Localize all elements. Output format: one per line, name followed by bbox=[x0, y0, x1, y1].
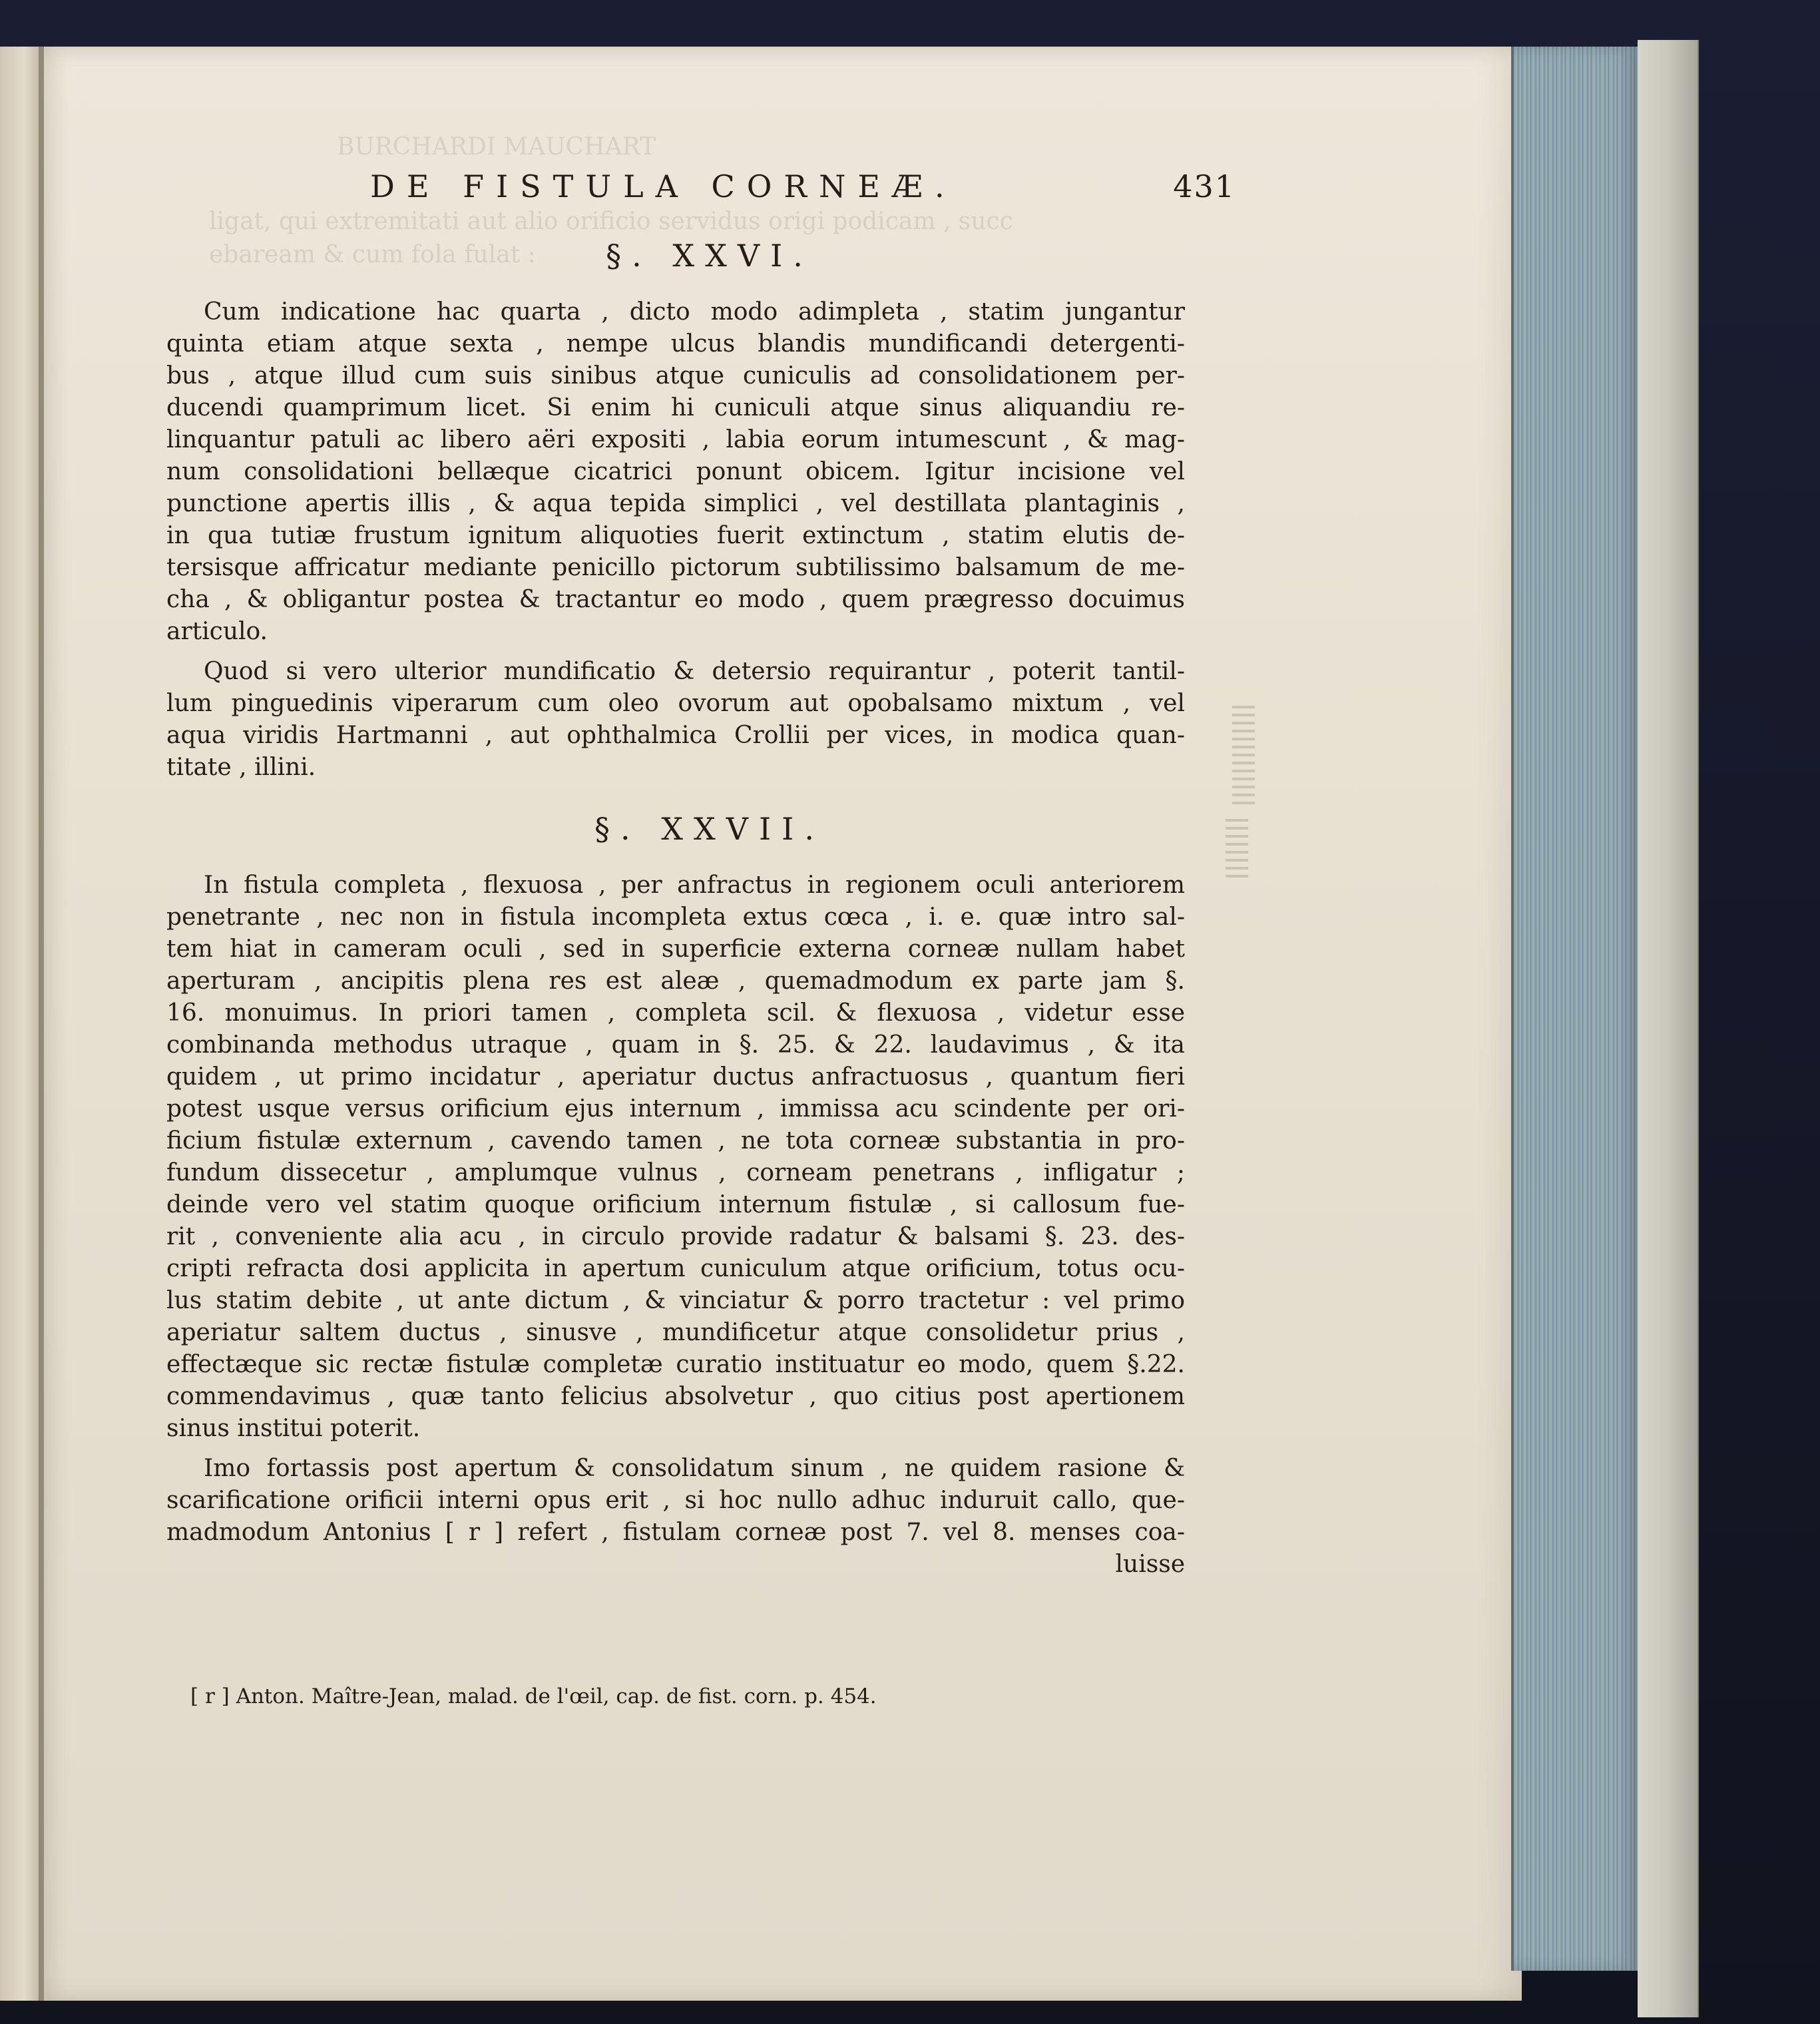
text-line: aperiatur saltem ductus , sinusve , mundificetur atque consolidetur prius , bbox=[166, 1319, 1185, 1346]
bleed-through-line-2: ebaream & cum fola fulat : bbox=[209, 241, 536, 268]
text-line: articulo. bbox=[166, 618, 268, 645]
text-line: scarificatione orificii interni opus erit , si hoc nullo adhuc induruit callo, que- bbox=[166, 1487, 1185, 1514]
text-line: rit , conveniente alia acu , in circulo provide radatur & balsami §. 23. des- bbox=[166, 1223, 1185, 1250]
text-line: effectæque sic rectæ fistulæ completæ curatio instituatur eo modo, quem §.22. bbox=[166, 1351, 1185, 1378]
text-line: In fistula completa , flexuosa , per anfractus in regionem oculi anteriorem bbox=[204, 872, 1185, 899]
section-heading: §. XXVII. bbox=[594, 811, 825, 847]
text-line: Imo fortassis post apertum & consolidatum sinum , ne quidem rasione & bbox=[204, 1455, 1185, 1482]
book-fore-edge bbox=[1511, 47, 1644, 1971]
text-line: aqua viridis Hartmanni , aut ophthalmica Crollii per vices, in modica quan- bbox=[166, 722, 1185, 749]
text-line: potest usque versus orificium ejus internum , immissa acu scindente per ori- bbox=[166, 1095, 1185, 1123]
text-line: cha , & obligantur postea & tractantur eo modo , quem prægresso docuimus bbox=[166, 586, 1185, 613]
book-page bbox=[44, 47, 1522, 2001]
text-line: fundum dissecetur , amplumque vulnus , corneam penetrans , infligatur ; bbox=[166, 1159, 1185, 1186]
text-line: quinta etiam atque sexta , nempe ulcus blandis mundificandi detergenti- bbox=[166, 330, 1185, 358]
text-line: tem hiat in cameram oculi , sed in superficie externa corneæ nullam habet bbox=[166, 935, 1185, 963]
text-line: titate , illini. bbox=[166, 754, 316, 781]
text-line: lus statim debite , ut ante dictum , & vinciatur & porro tractetur : vel primo bbox=[166, 1287, 1185, 1314]
text-line: penetrante , nec non in fistula incompleta extus cœca , i. e. quæ intro sal- bbox=[166, 903, 1185, 931]
bleed-through-header: BURCHARDI MAUCHART bbox=[337, 133, 656, 160]
text-line: 16. monuimus. In priori tamen , completa scil. & flexuosa , videtur esse bbox=[166, 999, 1185, 1027]
text-line: punctione apertis illis , & aqua tepida simplici , vel destillata plantaginis , bbox=[166, 490, 1185, 517]
text-line: cripti refracta dosi applicita in apertum cuniculum atque orificium, totus ocu- bbox=[166, 1255, 1185, 1282]
text-line: lum pinguedinis viperarum cum oleo ovorum aut opobalsamo mixtum , vel bbox=[166, 690, 1185, 717]
book-cover-edge bbox=[1638, 40, 1699, 2017]
page-content bbox=[44, 47, 1522, 2001]
page-header bbox=[370, 163, 1236, 210]
text-line: combinanda methodus utraque , quam in §. 25. & 22. laudavimus , & ita bbox=[166, 1031, 1185, 1059]
text-line: bus , atque illud cum suis sinibus atque cuniculis ad consolidationem per- bbox=[166, 362, 1185, 389]
catchword: luisse bbox=[1115, 1551, 1185, 1578]
footnote: [ r ] Anton. Maître-Jean, malad. de l'œil, cap. de fist. corn. p. 454. bbox=[190, 1684, 877, 1708]
bleed-through-line-1: ligat, qui extremitati aut alio orificio servidus origi podicam , succ bbox=[209, 208, 1013, 235]
text-line: ficium fistulæ externum , cavendo tamen , ne tota corneæ substantia in pro- bbox=[166, 1127, 1185, 1154]
page-number: 431 bbox=[1173, 168, 1236, 204]
section-heading: §. XXVI. bbox=[606, 238, 813, 274]
text-line: quidem , ut primo incidatur , aperiatur ductus anfractuosus , quantum fieri bbox=[166, 1063, 1185, 1091]
text-line: in qua tutiæ frustum ignitum aliquoties fuerit extinctum , statim elutis de- bbox=[166, 522, 1185, 549]
text-line: aperturam , ancipitis plena res est aleæ , quemadmodum ex parte jam §. bbox=[166, 967, 1185, 995]
text-line: deinde vero vel statim quoque orificium internum fistulæ , si callosum fue- bbox=[166, 1191, 1185, 1218]
text-line: ducendi quamprimum licet. Si enim hi cuniculi atque sinus aliquandiu re- bbox=[166, 394, 1185, 421]
text-line: Quod si vero ulterior mundificatio & detersio requirantur , poterit tantil- bbox=[204, 658, 1185, 685]
text-line: commendavimus , quæ tanto felicius absolvetur , quo citius post apertionem bbox=[166, 1383, 1185, 1410]
running-title: DE FISTULA CORNEÆ. bbox=[370, 168, 957, 204]
text-line: linquantur patuli ac libero aëri expositi , labia eorum intumescunt , & mag- bbox=[166, 426, 1185, 453]
text-line: num consolidationi bellæque cicatrici ponunt obicem. Igitur incisione vel bbox=[166, 458, 1185, 485]
text-line: tersisque affricatur mediante penicillo pictorum subtilissimo balsamum de me- bbox=[166, 554, 1185, 581]
text-line: sinus institui poterit. bbox=[166, 1415, 421, 1442]
text-line: madmodum Antonius [ r ] refert , fistulam corneæ post 7. vel 8. menses coa- bbox=[166, 1519, 1185, 1546]
text-line: Cum indicatione hac quarta , dicto modo adimpleta , statim jungantur bbox=[204, 298, 1185, 326]
